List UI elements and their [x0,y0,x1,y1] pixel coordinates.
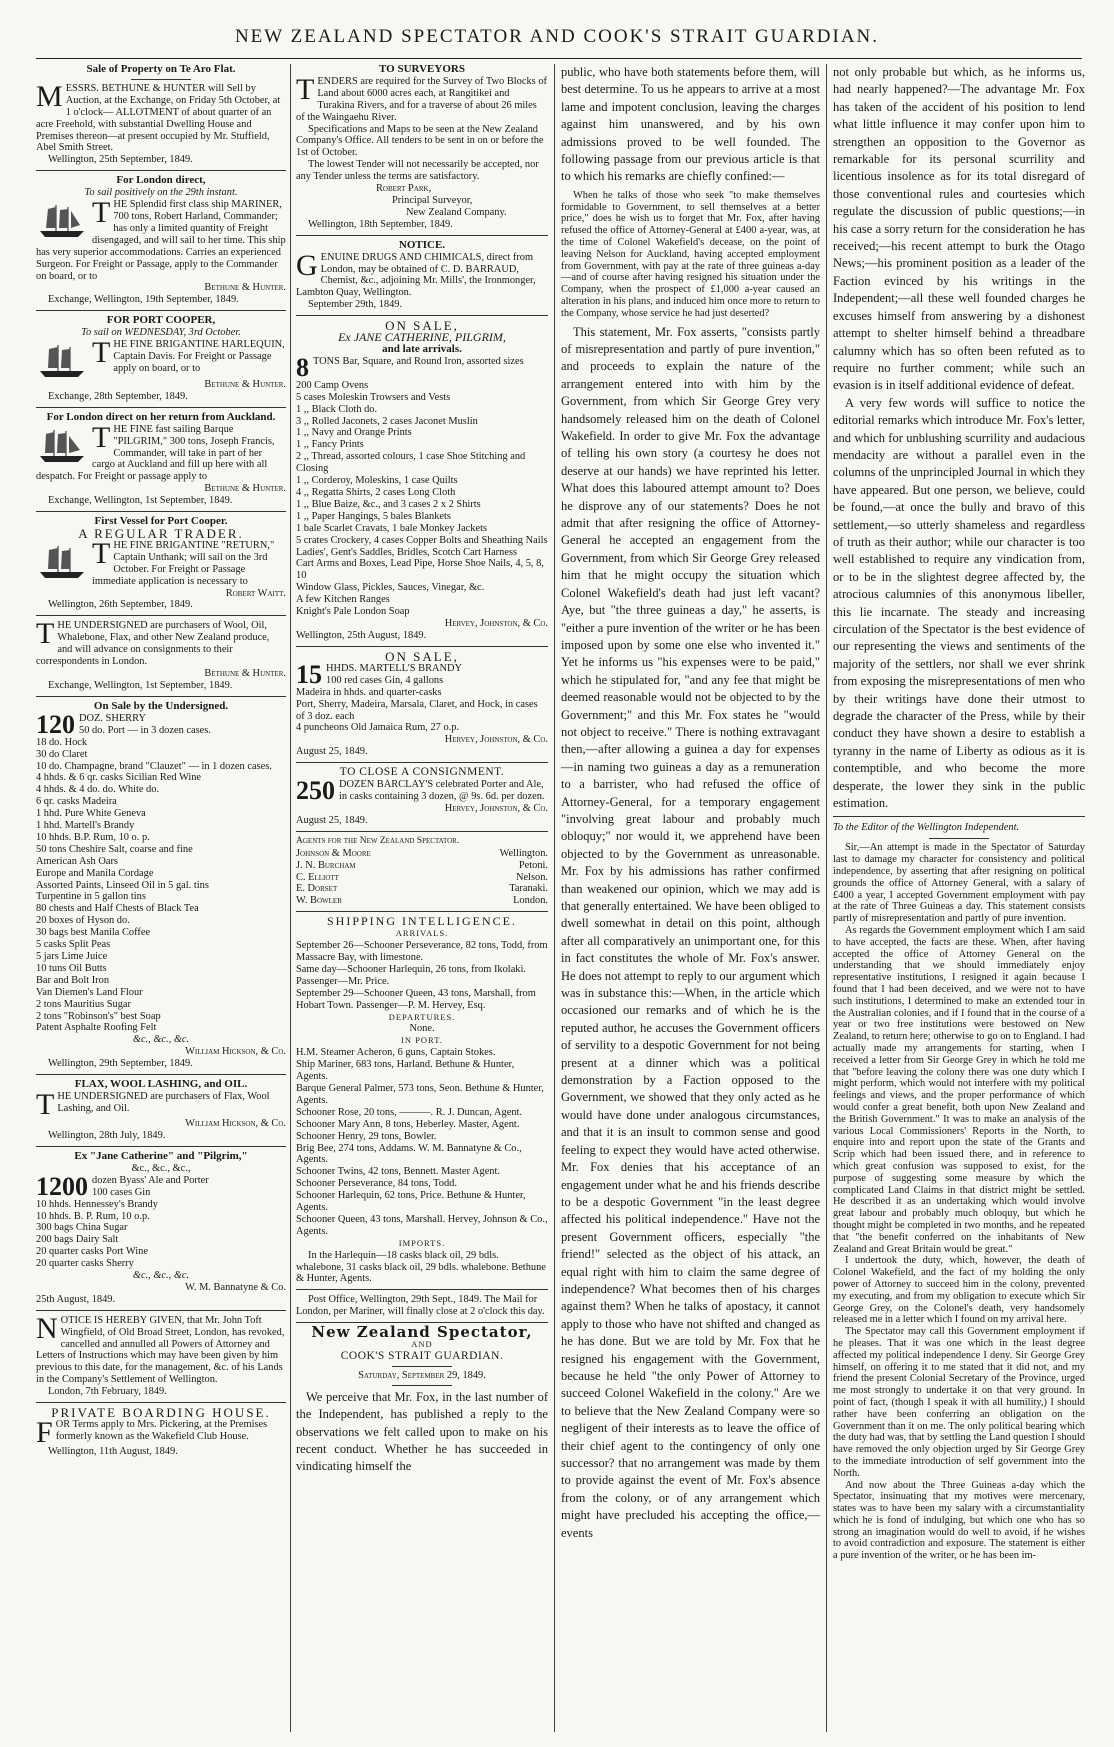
list-item: Ladies', Gent's Saddles, Bridles, Scotch Cart Harness [296,546,518,558]
list-item: 20 quarter casks Port Wine [36,1246,148,1258]
shipping-entry: Schooner Harlequin, 62 tons, Price. Bethune & Hunter, Agents. [296,1190,526,1214]
list-item: 80 chests and Half Chests of Black Tea [36,903,199,915]
list-item: 100 cases Gin [92,1186,151,1198]
advert-body: ESSRS. BETHUNE & HUNTER will Sell by Auction, at the Exchange, on Friday 5th October, at 1 o'clock— ALLOTMENT of about quarter of an acre Freehold, with substantial Dwelling House and Premises thereon—at present occupied by Mr. Stuffield, Abel Smith Street. [36,82,281,154]
list-item: 10 hhds. Hennessey's Brandy [36,1198,158,1210]
list-item: 1 bale Scarlet Cravats, 1 bale Monkey Jackets [296,522,488,534]
shipping-heading: DEPARTURES. [388,1011,456,1022]
list-item: 1 ,, Paper Hangings, 5 bales Blankets [296,510,451,522]
column-1 [36,64,286,1461]
advert-date: Wellington, 18th September, 1849. [308,218,453,230]
shipping-entry: Barque General Palmer, 573 tons, Seon. Bethune & Hunter, Agents. [296,1082,544,1106]
editorial-header [296,1323,548,1476]
list-item: 4 ,, Regatta Shirts, 2 cases Long Cloth [296,487,456,498]
list-item: 20 quarter casks Sherry [36,1258,134,1270]
article-paragraph: not only probable but which, as he informs us, had nearly happened?—The advantage Mr. Fox has taken of the accident of his position to lend what little influence it may confer upon him to strengthen an opposition to the Governor as remarkable for its personal scurrility and licentious insolence as for its total disregard of those conventional rules and courtesies which regulate the discussion of public questions;—in his case a sorry return for the consideration he has received;—his recent attempt to burk the Otago News;—his prominent position as a leader of the Faction evinced by his writings in the Independent;—all these well founded charges he excuses himself from answering by a dishonest attempt to shelter himself behind a threadbare calumny which has so often been refuted as to require no further comment; while such an evasion is in itself additional evidence of defeat. [833,65,1085,393]
advert-body: OR Terms apply to Mrs. Pickering, at the Premises formerly known as the Wakefield Club House. [55,1419,268,1442]
agents-list [296,836,548,907]
advert-signature: Robert Park, [376,183,432,195]
advert-return [36,516,286,611]
list-item: 1 ,, Black Cloth do. [296,403,378,415]
column-rule [554,64,555,1732]
advert-body: HE FINE BRIGANTINE "RETURN," Captain Unthank; will sail on the 3rd October. For Freight or Passage immediate application is necessary to [92,539,275,587]
divider [296,1289,548,1290]
agent-name: Johnson & Moore [296,847,371,859]
list-item: 10 hhds. B. P. Rum, 10 o.p. [36,1210,150,1222]
list-item: 1 hhd. Martell's Brandy [36,820,135,832]
list-item: Bar and Bolt Iron [36,974,110,986]
advert-number: 120 [36,709,75,739]
list-item: 20 boxes of Hyson do. [36,915,130,927]
divider [36,407,286,408]
ship-icon [36,542,88,580]
shipping-entry: Schooner Mary Ann, 8 tons, Heberley. Master, Agent. [296,1118,520,1130]
issue-date: Saturday, September 29, 1849. [358,1369,486,1381]
divider [36,1310,286,1311]
advert-date: Exchange, 28th September, 1849. [48,390,188,402]
ship-icon [36,341,88,379]
advert-title: FOR PORT COOPER, [106,314,216,327]
list-item: 5 cases Moleskin Trowsers and Vests [296,391,451,403]
divider [36,310,286,311]
advert-date: Exchange, Wellington, 19th September, 1849. [48,294,239,306]
advert-property-sale [36,64,286,166]
agent-row [296,848,548,860]
paper-and: AND [411,1339,433,1350]
divider [929,838,989,839]
divider [296,762,548,763]
list-item: DOZ. SHERRY [79,712,146,724]
divider [36,170,286,171]
shipping-entry: Schooner Twins, 42 tons, Bennett. Master Agent. [296,1166,500,1178]
list-item: Patent Asphalte Roofing Felt [36,1022,157,1034]
column-2 [296,64,548,1479]
advert-date: Exchange, Wellington, 1st September, 1849. [48,495,233,507]
advert-on-sale-iron [296,320,548,642]
column-rule [290,64,291,1732]
advert-pilgrim [36,412,286,507]
drop-cap: T [36,1087,55,1121]
top-rule [36,58,1082,59]
advert-date: Wellington, 26th September, 1849. [48,599,193,611]
advert-date: Wellington, 25th August, 1849. [296,629,427,641]
list-item: 2 tons "Robinson's" best Soap [36,1010,161,1022]
shipping-heading: IMPORTS. [398,1237,446,1248]
agent-name: C. Elliott [296,871,339,883]
advert-body: HE FINE fast sailing Barque "PILGRIM," 300 tons, Joseph Francis, Commander, will take in part of her cargo at Auckland and fill up here with all despatch. For Freight or passage apply to [36,423,275,483]
list-item: 1 hhd. Pure White Geneva [36,808,146,820]
list-item: &c., &c., &c. [132,1270,190,1282]
drop-cap: F [36,1416,53,1449]
letter-paragraph: Sir,—An attempt is made in the Spectator of Saturday last to damage my character for consistency and political independence, by asserting that after resigning on political grounds the office of Attorney General, with a salary of £400 a year, I accepted Government employment with pay at the rate of Three Guineas a day. This statement consists partly of misrepresentation and partly of pure invention. [833,842,1085,925]
advert-date: September 29th, 1849. [308,299,403,311]
notice-body: Post Office, Wellington, 29th Sept., 1849. The Mail for London, per Mariner, will finally close at 2 o'clock this day. [296,1294,545,1318]
drop-cap: N [36,1311,58,1345]
shipping-entry: Schooner Rose, 20 tons, ———. R. J. Duncan, Agent. [296,1106,522,1118]
divider [392,1385,452,1386]
ship-icon [36,426,88,464]
list-item: TONS Bar, Square, and Round Iron, assorted sizes [313,355,524,367]
advert-body: Specifications and Maps to be seen at the New Zealand Company's Office. All tenders to be sent in on or before the 1st of October. [296,123,544,159]
letter-paragraph: The Spectator may call this Government employment if he pleases. That it was one which in the least degree affected my political independence I deny. Sir George Grey himself, on offering it to me stated that it did not, and my friend the present Colonial Secretary of the Province, urged me most strongly to undertake it on that very ground. In point of fact, (though I speak it with all humility,) I should rather have been conferring an obligation on the Government than it on me. The only political bearing which the duty had was, that by settling the Land question I should have removed the only objection urged by Sir George Grey to the immediate introduction of self government into the North. [833,1326,1085,1479]
list-item: dozen Byass' Ale and Porter [92,1174,209,1186]
agent-place: Nelson. [515,871,548,883]
advert-signature: New Zealand Company. [406,206,507,218]
advert-brandy [296,648,548,758]
advert-subtitle: Ex JANE CATHERINE, PILGRIM, [338,330,506,345]
list-item: 4 hhds. & 4 do. do. White do. [36,784,160,796]
article-quote: When he talks of those who seek "to make themselves formidable to Government, to sell themselves at a better price," does he wish us to forget that Mr. Fox, after having refused the office of Attorney-General at £400 a-year, was, at the time of Colonel Wakefield's decease, on the point of leaving Nelson for Auckland, having accepted employment from Government, with pay at the rate of three guineas a-day—and of course after having resigned his situation under the Company, when the prospect of £1,000 a-year caused an alteration in his plans, and induced him once more to return to the Company, whose service he had just deserted? [561,189,820,319]
advert-date: Exchange, Wellington, 1st September, 1849. [48,679,233,691]
advert-title: FLAX, WOOL LASHING, and OIL. [74,1078,248,1091]
advert-body: ENUINE DRUGS AND CHIMICALS, direct from London, may be obtained of C. D. BARRAUD, Chemist, &c., adjoining Mr. Mills', the Ironmonger, Lambton Quay, Wellington. [296,251,536,299]
divider [296,646,548,647]
list-item: Europe and Manila Cordage [36,867,154,879]
advert-body: ENDERS are required for the Survey of Two Blocks of Land about 6000 acres each, at Rangitikei and Turakina Rivers, and for a traverse of about 26 miles of the Waingaehu River. [296,75,547,123]
column-rule [826,64,827,1732]
shipping-entry: Schooner Perseverance, 84 tons, Todd. [296,1178,457,1190]
list-item: 5 casks Split Peas [36,939,111,951]
drop-cap: T [36,617,55,651]
letter-heading: To the Editor of the Wellington Independent. [833,822,1020,834]
shipping-entry: Brig Bee, 274 tons, Addams. W. M. Bannatyne & Co., Agents. [296,1142,522,1166]
list-item: 100 red cases Gin, 4 gallons [326,674,444,686]
advert-consignment [296,767,548,827]
advert-notice-wingfield [36,1311,286,1398]
advert-date: August 25, 1849. [296,814,368,826]
advert-title: PRIVATE BOARDING HOUSE. [51,1405,271,1421]
shipping-entry: September 29—Schooner Queen, 43 tons, Marshall, from Hobart Town. Passenger—P. M. Hervey, Esq. [296,987,536,1011]
divider [296,235,548,236]
list-item: 4 hhds. & 6 qr. casks Sicilian Red Wine [36,772,202,784]
list-item: American Ash Oars [36,855,118,867]
advert-body: The lowest Tender will not necessarily be accepted, nor any Tender unless the terms are satisfactory. [296,159,539,183]
agent-place: Taranaki. [509,883,548,895]
advert-date: Wellington, 25th September, 1849. [48,154,193,166]
advert-date: Wellington, 11th August, 1849. [48,1446,178,1457]
list-item: 10 do. Champagne, brand "Clauzet" — in 1 dozen cases. [36,760,272,772]
advert-subtitle: To sail positively on the 29th instant. [84,187,238,199]
advert-mariner [36,175,286,306]
letter-paragraph: As regards the Government employment which I am said to have accepted, the facts are these. When, after having accepted the office of Attorney General on the understanding that we should immediately enjoy representative institutions, I resigned it again because I found that I had been deceived, and we were not to have such institutions, I determined to make an extended tour in the Australian colonies, and if I found that in the course of a year or two free institutions were bestowed on New Zealand, to return here; otherwise to go on to England. I had actually made my arrangements for starting, when I received a letter from Sir George Grey in which he told me that "before leaving the colony there was one duty which I might perform, which would not interfere with my political feelings and views, and the proper performance of which would confer a great benefit, both upon New Zealand and the British Government." It was to make an analysis of the various Local Commissioners' Reports in the North, to enquire into and report upon the state of the Grants and Scrip which had been issued there, and in reference to which great confusion was supposed to exist, for the purpose of suggesting some measure by which the complicated Land Claims in that district might be settled. He described it as an undertaking which would involve great labour and probably much obloquy, but which he thought might be completed in two months, and he repeated that "the benefit conferred on the inhabitants of New Zealand and Great Britain would be great." [833,925,1085,1255]
drop-cap: M [36,79,63,113]
list-item: 6 qr. casks Madeira [36,796,117,808]
masthead: NEW ZEALAND SPECTATOR AND COOK'S STRAIT GUARDIAN. [234,26,880,47]
shipping-entry: Schooner Henry, 29 tons, Bowler. [296,1130,437,1142]
shipping-entry: September 26—Schooner Perseverance, 82 tons, Todd, from Massacre Bay, with limestone. [296,940,548,963]
agents-title: Agents for the New Zealand Spectator. [296,835,460,846]
divider [36,696,286,697]
divider [131,79,191,80]
list-item: 50 do. Port — in 3 dozen cases. [79,724,211,736]
list-item: 3 ,, Rolled Jaconets, 2 cases Jaconet Muslin [296,415,478,427]
divider [36,511,286,512]
drop-cap: T [92,196,111,230]
advert-surveyors [296,64,548,231]
divider [833,816,1085,817]
list-item: Cart Arms and Boxes, Lead Pipe, Horse Shoe Nails, 4, 5, 8, 10 [296,558,544,582]
advert-drugs [296,240,548,311]
shipping-entry: H.M. Steamer Acheron, 6 guns, Captain Stokes. [296,1047,496,1059]
shipping-entry: In the Harlequin—18 casks black oil, 29 bdls. whalebone, 31 casks black oil, 29 bdls. whalebone. Bethune & Hunter, Agents. [296,1249,546,1285]
advert-body: HE UNDERSIGNED are purchasers of Flax, Wool Lashing, and Oil. [57,1090,270,1114]
advert-date: Wellington, 29th September, 1849. [48,1058,193,1070]
list-item: 30 do Claret [36,748,88,760]
list-item: 200 Camp Ovens [296,379,369,391]
list-item: 1 ,, Blue Baize, &c., and 3 cases 2 x 2 Shirts [296,498,481,510]
shipping-entry: Ship Mariner, 683 tons, Harland. Bethune & Hunter, Agents. [296,1059,515,1083]
agent-place: Petoni. [518,859,548,871]
advert-body: HE Splendid first class ship MARINER, 700 tons, Robert Harland, Commander; has only a limited quantity of Freight disengaged, and will sail to her time. This ship has very superior accommodations. Carries an experienced Surgeon. For Freight or Passage, apply to the Commander on board, or to [36,199,286,282]
list-item: 10 hhds. B.P. Rum, 10 o. p. [36,831,150,843]
advert-title: TO CLOSE A CONSIGNMENT. [339,766,505,779]
advert-title: First Vessel for Port Cooper. [94,515,228,528]
list-item: 30 bags best Manila Coffee [36,927,151,939]
ship-icon [36,201,88,239]
paper-subtitle: COOK'S STRAIT GUARDIAN. [340,1350,504,1362]
letter-paragraph: And now about the Three Guineas a-day which the Spectator, insinuating that my motives were mercenary, states was to have been my salary with a circumstantiality which he is fond of indulging, but which one who has so strong an imagination would do well to avoid, if he wishes to avoid contradiction and exposure. The statement is either a pure invention of the writer, or he has been im- [833,1479,1085,1562]
advert-title: ON SALE, [385,648,459,664]
advert-body: DOZEN BARCLAY'S celebrated Porter and Ale, in casks containing 3 dozen, @ 9s. 6d. per dozen. [339,779,545,802]
divider [296,831,548,832]
divider [392,1366,452,1367]
list-item: Assorted Paints, Linseed Oil in 5 gal. tins [36,879,209,891]
advert-harlequin [36,315,286,403]
advert-subtitle: &c., &c., &c., [131,1162,191,1174]
list-item: HHDS. MARTELL'S BRANDY [326,662,463,674]
list-item: Van Diemen's Land Flour [36,986,143,998]
agent-row [296,883,548,895]
advert-number: 15 [296,659,322,689]
advert-title: NOTICE. [398,238,446,251]
advert-signature: Hervey, Johnston, & Co. [444,617,548,629]
article-paragraph: A very few words will suffice to notice the editorial remarks which introduce Mr. Fox's letter, and which for unblushing scurrility and audacious mendacity are without a parallel even in the columns of the unprincipled Journal in which they have appeared. But one person, we believe, could be found,—at once the bully and bravo of this settlement,—so utterly shameless and regardless of truth as their author; while our character is too well established to require any vindication from, or to be in the slightest degree affected by, the atrocious calumnies of this anonymous libeller, this lie incarnate. The steady and increasing circulation of the Spectator is the best evidence of our representing the views and sentiments of the majority of the settlers, nor shall we ever shrink from exposing the misrepresentations of men who by their writings have done their utmost to degrade the character of the Press, while by their conduct they have shown a desire to establish a tyranny in the name of Liberty as odious as it is contemptible, and who become the more desperate, the lower they sink in the public estimation. [833,395,1085,811]
agent-row [296,872,548,884]
advert-jane-catherine [36,1151,286,1306]
agent-row [296,860,548,872]
list-item: Madeira in hhds. and quarter-casks [296,686,442,698]
advert-subtitle: and late arrivals. [382,342,462,355]
advert-number: 8 [296,352,309,382]
divider [36,1402,286,1403]
divider [36,1146,286,1147]
list-item: 300 bags China Sugar [36,1222,128,1234]
editorial-lead: We perceive that Mr. Fox, in the last number of the Independent, has published a reply to the observations we felt called upon to make on his recent conduct. Whether he has succeeded in vindicating himself the [296,1389,548,1474]
list-item: 1 ,, Corderoy, Moleskins, 1 case Quilts [296,475,458,487]
advert-signature: Bethune & Hunter. [204,483,286,495]
advert-flax [36,1079,286,1142]
list-item: 1 ,, Fancy Prints [296,439,364,451]
divider [36,1074,286,1075]
divider [296,911,548,912]
list-item: 5 jars Lime Juice [36,951,108,962]
advert-title: For London direct, [116,174,206,187]
letter-paragraph: I undertook the duty, which, however, the death of Colonel Wakefield, and the fact of my holding the only power of Attorney to succeed him in the colony, prevented my executing, and from my obligation to execute which Sir George Grey, on the Colonel's death, very handsomely released me in a letter which I found on my arrival here. [833,1255,1085,1326]
advert-produce [36,617,286,691]
advert-hickson-sale [36,701,286,1070]
advert-title: TO SURVEYORS [379,64,465,75]
column-3 [561,64,820,1542]
agent-place: London. [513,895,548,907]
list-item: 18 do. Hock [36,736,88,748]
advert-boarding-house [36,1407,286,1458]
article-paragraph: public, who have both statements before them, will best determine. To us he appears to arrive at a most lame and impotent conclusion, leaving the charges against him unanswered, and by his own admissions proved to be well founded. The following passage from our previous article is that to which his remarks are chiefly confined:— [561,65,820,184]
drop-cap: T [92,420,111,454]
advert-subtitle: To sail on WEDNESDAY, 3rd October. [81,327,241,339]
list-item: &c., &c., &c. [132,1034,190,1046]
advert-body: HE UNDERSIGNED are purchasers of Wool, Oil, Whalebone, Flax, and other New Zealand produce, and will advance on consignments to their correspondents in London. [36,620,270,668]
list-item: A few Kitchen Ranges [296,594,390,606]
shipping-entry: Schooner Queen, 43 tons, Marshall. Hervey, Johnson & Co., Agents. [296,1213,548,1237]
drop-cap: T [92,536,111,570]
agent-name: W. Bowler [296,895,342,907]
shipping-heading: IN PORT. [401,1035,443,1046]
advert-signature: Hervey, Johnston, & Co. [444,803,548,815]
paper-name: New Zealand Spectator, [311,1323,533,1342]
advert-signature: Bethune & Hunter. [204,282,286,294]
column-4 [833,64,1085,1562]
agent-place: Wellington. [499,847,548,859]
list-item: 10 tuns Oil Butts [36,962,107,974]
drop-cap: G [296,248,318,282]
advert-signature: Bethune & Hunter. [204,379,286,391]
advert-signature: William Hickson, & Co. [185,1117,286,1129]
advert-title: For London direct on her return from Auckland. [46,410,276,423]
shipping-entry: None. [409,1023,435,1035]
divider [36,615,286,616]
advert-number: 250 [296,776,335,806]
list-item: Window Glass, Pickles, Sauces, Vinegar, &c. [296,582,485,594]
list-item: Knight's Pale London Soap [296,606,410,618]
advert-signature: William Hickson, & Co. [185,1046,286,1058]
advert-title: On Sale by the Undersigned. [93,699,229,712]
post-office-notice [296,1294,548,1318]
agent-name: E. Dorset [296,883,338,895]
list-item: 2 ,, Thread, assorted colours, 1 case Shoe Stitching and Closing [296,451,526,475]
advert-date: August 25, 1849. [296,746,368,758]
shipping-heading: ARRIVALS. [395,928,449,939]
article-paragraph: This statement, Mr. Fox asserts, "consists partly of misrepresentation and partly of pure invention," and proceeds to explain the nature of the arrangement entered into with him by the Government, from which Sir George Grey very handsomely released him on the death of Colonel Wakefield. In order to give Mr. Fox the advantage of telling his own story (a courtesy he does not deserve at our hands) we have reprinted his letter. What does this laboured attempt amount to? Does he disprove any of our statements? Does he not admit that after resigning the office of Attorney-General he accepted an engagement from the Government, from which Sir George Grey released him that he might occupy the situation which Colonel Wakefield's death had just left vacant? Aye, but "the three guineas a day," he asserts, is "either a pure invention of the writer or he has been imposed upon by some one else who invented it." Yet he informs us "his expenses were to be paid," which he stipulated for, "and any fee that might be deemed reasonable would not be objected to by the Government;" and this Mr. Fox states he "would not object to receive." There is nothing extravagant then,—after allowing a guinea a day for expenses—in naming two guineas a day as a remuneration to a barrister, who had refused the office of Attorney-General, for a temporary engagement "involving great labour and probably much obloquy;" nor would it, we apprehend have been objected to by the Government as unreasonable. Mr. Fox by his admissions has rather confirmed than weakened our opinion, which we may add is that generally entertained. We have been obliged to dwell somewhat in detail on this point, although after all comparatively an unimportant one, for this in fact constitutes the whole of Mr. Fox's answer. He does not attempt to reply to our argument which was in substance this:—When, in the article which occasioned our remarks and of which he is the reputed author, he accuses the Government officers of servility to a despotic Government for not being present at a dinner which was a political demonstration by a Faction opposed to the Government, we showed that they only acted as he would have done under analogous circumstances, and that it is an insult to common sense and good feeling to expect they would have acted otherwise. Mr. Fox denies that his acceptance of an engagement under what he and his friends describe to be a despotic Government "in the least degree affected his political independence." Have not the present Government officers, especially "the friend!" selected as the object of his attack, an equal right with him to claim the same degree of independence? What becomes then of his charges against them? When he talks of apostacy, it cannot apply to those who have not shifted and changed as he has done. But we are told by Mr. Fox that he resigned his engagement with the Government, because he held "the only Power of Attorney to succeed Colonel Wakefield in the colony." Are we to believe that the New Zealand Company were so negligent of their interests as to leave the office of their chief agent to the contingency of only one successor? that no arrangement was made by them to provide against the event of Mr. Fox's absence from the colony, or of any arrangement which might have precluded his accepting the office,—events [561,324,820,1540]
list-item: Port, Sherry, Madeira, Marsala, Claret, and Hock, in cases of 3 doz. each [296,698,538,722]
drop-cap: T [92,336,111,370]
agent-name: J. N. Burcham [296,859,356,871]
list-item: 50 tons Cheshire Salt, coarse and fine [36,843,193,855]
list-item: 1 ,, Navy and Orange Prints [296,427,412,439]
shipping-entry: Same day—Schooner Harlequin, 26 tons, from Ikolaki. Passenger—Mr. Price. [296,963,526,987]
agent-row [296,895,548,907]
drop-cap: T [296,72,315,106]
list-item: 2 tons Mauritius Sugar [36,998,131,1010]
advert-date: 25th August, 1849. [36,1293,116,1305]
shipping-intelligence [296,916,548,1285]
list-item: 4 puncheons Old Jamaica Rum, 27 o.p. [296,722,460,734]
advert-title: Ex "Jane Catherine" and "Pilgrim," [74,1149,248,1162]
list-item: 5 crates Crockery, 4 cases Copper Bolts and Sheathing Nails [296,534,548,546]
list-item: 200 bags Dairy Salt [36,1234,119,1246]
advert-date: Wellington, 28th July, 1849. [48,1129,166,1141]
advert-date: London, 7th February, 1849. [48,1386,167,1398]
advert-body: HE FINE BRIGANTINE HARLEQUIN, Captain Davis. For Freight or Passage apply on board, or to [113,339,285,374]
divider [296,315,548,316]
advert-subtitle: A REGULAR TRADER. [78,526,244,541]
advert-body: OTICE IS HEREBY GIVEN, that Mr. John Toft Wingfield, of Old Broad Street, London, has revoked, cancelled and annulled all Powers of Attorney and Letters of Instructions which may have been given by him previous to this date, for the management, &c. of his Lands in the Company's Settlement of Wellington. [36,1314,285,1386]
advert-number: 1200 [36,1171,88,1201]
advert-signature: Principal Surveyor, [392,194,473,206]
advert-signature: Robert Waitt. [225,587,286,599]
advert-title: Sale of Property on Te Aro Flat. [86,64,236,75]
advert-signature: Bethune & Hunter. [204,667,286,679]
list-item: Turpentine in 5 gallon tins [36,891,146,903]
shipping-title: SHIPPING INTELLIGENCE. [327,914,517,929]
advert-title: ON SALE, [385,318,459,334]
advert-signature: W. M. Bannatyne & Co. [185,1281,286,1293]
advert-signature: Hervey, Johnston, & Co. [444,734,548,746]
